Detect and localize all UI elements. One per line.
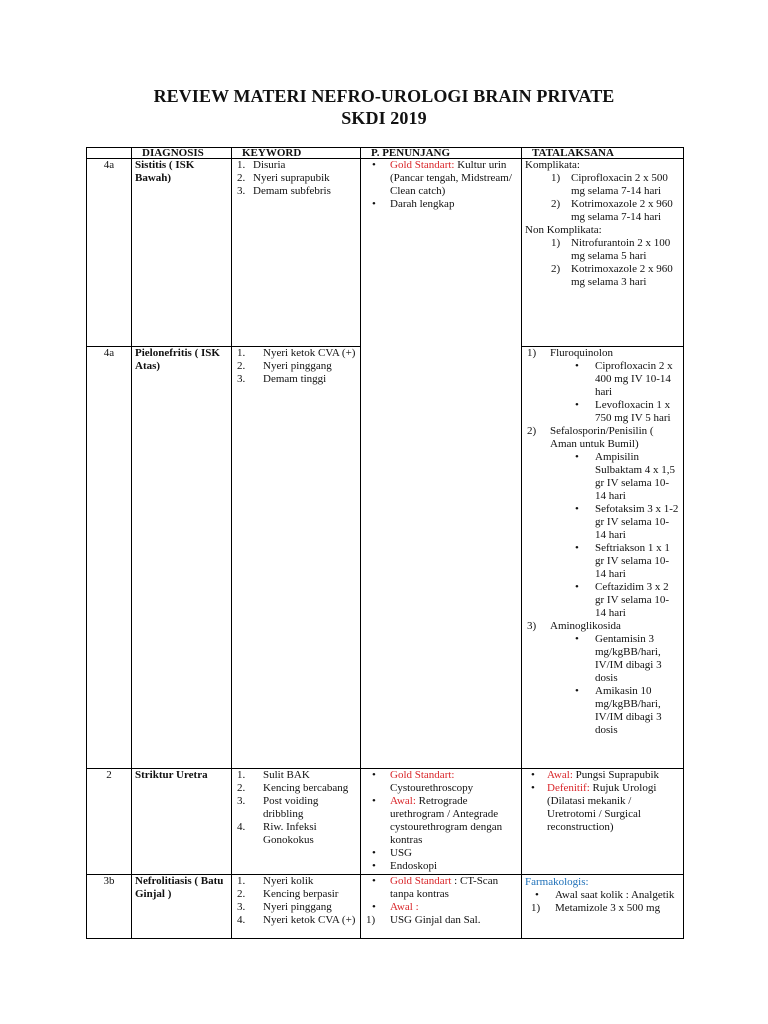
list-item: • Seftriakson 1 x 1 gr IV selama 10-14 hari <box>525 542 680 581</box>
list-item: 2. Nyeri suprapubik <box>237 172 330 184</box>
list-item: 2) Kotrimoxazole 2 x 960 mg selama 7-14 hari <box>551 198 673 223</box>
list-item: 1) Nitrofurantoin 2 x 100 mg selama 5 hari <box>551 237 671 262</box>
list-item: • Gentamisin 3 mg/kgBB/hari, IV/IM dibagi 3 dosis <box>525 633 680 685</box>
list-item: • Awal : <box>364 901 518 914</box>
review-table <box>86 147 684 939</box>
section-label: Komplikata: <box>525 159 580 171</box>
section-label: Farmakologis: <box>525 876 589 888</box>
list-item: 1. Nyeri ketok CVA (+) <box>237 347 356 359</box>
list-item: 3. Post voiding dribbling <box>237 795 319 820</box>
list-item: 2. Kencing berpasir <box>237 888 339 900</box>
level-cell: 4a <box>87 159 132 347</box>
list-item: 3. Nyeri pinggang <box>237 901 332 913</box>
tatalaksana-cell <box>522 347 684 769</box>
diagnosis-cell: Pielonefritis ( ISK Atas) <box>132 347 232 769</box>
table-header-row <box>87 148 684 159</box>
list-item: 3. Demam subfebris <box>237 185 331 197</box>
penunjang-cell <box>361 159 522 769</box>
level-cell: 2 <box>87 769 132 875</box>
list-item: • Awal: Retrograde urethrogram / Antegrade cystourethrogram dengan kontras <box>364 795 518 847</box>
list-item: 2. Kencing bercabang <box>237 782 349 794</box>
list-item: • Ampisilin Sulbaktam 4 x 1,5 gr IV selama 10-14 hari <box>525 451 680 503</box>
header-penunjang: P. PENUNJANG <box>361 148 522 159</box>
section-label: Non Komplikata: <box>525 224 602 236</box>
list-item: 3. Demam tinggi <box>237 373 327 385</box>
tatalaksana-cell <box>522 159 684 347</box>
list-item: • Levofloxacin 1 x 750 mg IV 5 hari <box>525 399 680 425</box>
list-item: 1. Disuria <box>237 159 286 171</box>
list-item: • Sefotaksim 3 x 1-2 gr IV selama 10-14 hari <box>525 503 680 542</box>
tatalaksana-cell <box>522 769 684 875</box>
table-row-sistitis <box>87 159 684 347</box>
list-item: • Endoskopi <box>364 860 518 873</box>
list-item: 1) Metamizole 3 x 500 mg <box>531 902 661 914</box>
list-item: 1) Fluroquinolon • Ciprofloxacin 2 x 400 mg IV 10-14 hari • Levofloxacin 1 x 750 mg IV 5 hari <box>525 347 680 425</box>
penunjang-cell <box>361 875 522 939</box>
list-item: 3) Aminoglikosida • Gentamisin 3 mg/kgBB/hari, IV/IM dibagi 3 dosis • Amikasin 10 mg/kgBB/hari, IV/IM dibagi 3 dosis <box>525 620 680 737</box>
list-item: • Awal saat kolik : Analgetik <box>525 889 680 902</box>
list-item: 1) Ciprofloxacin 2 x 500 mg selama 7-14 hari <box>551 172 668 197</box>
penunjang-cell <box>361 769 522 875</box>
level-cell: 4a <box>87 347 132 769</box>
list-item: • Amikasin 10 mg/kgBB/hari, IV/IM dibagi 3 dosis <box>525 685 680 737</box>
diagnosis-cell: Sistitis ( ISK Bawah) <box>132 159 232 347</box>
diagnosis-cell: Nefrolitiasis ( Batu Ginjal ) <box>132 875 232 939</box>
keyword-cell <box>232 769 361 875</box>
list-item: 1) USG Ginjal dan Sal. <box>366 914 481 926</box>
list-item: • Ceftazidim 3 x 2 gr IV selama 10-14 hari <box>525 581 680 620</box>
list-item: 1. Nyeri kolik <box>237 875 314 887</box>
table-row-nefrolitiasis <box>87 875 684 939</box>
keyword-cell <box>232 347 361 769</box>
level-cell: 3b <box>87 875 132 939</box>
list-item: • Gold Standart : CT-Scan tanpa kontras <box>364 875 518 901</box>
list-item: 4. Riw. Infeksi Gonokokus <box>237 821 317 846</box>
list-item: • Gold Standart: Cystourethroscopy <box>364 769 518 795</box>
list-item: • Darah lengkap <box>364 198 518 211</box>
header-tatalaksana: TATALAKSANA <box>522 148 684 159</box>
list-item: 2) Kotrimoxazole 2 x 960 mg selama 3 hari <box>551 263 673 288</box>
page-subtitle: SKDI 2019 <box>341 108 427 128</box>
list-item: • Awal: Pungsi Suprapubik <box>525 769 680 782</box>
list-item: • Gold Standart: Kultur urin (Pancar tengah, Midstream/ Clean catch) <box>364 159 518 198</box>
list-item: 2) Sefalosporin/Penisilin ( Aman untuk Bumil) • Ampisilin Sulbaktam 4 x 1,5 gr IV selama 10-14 hari • Sefotaksim 3 x 1-2 gr IV selama 10-14 hari • Seftriakson 1 x 1 gr IV selama 10-14 hari • Ceftazidim 3 x 2 gr IV selama 10-14 hari <box>525 425 680 620</box>
list-item: • Defenitif: Rujuk Urologi (Dilatasi mekanik / Uretrotomi / Surgical reconstruction) <box>525 782 680 834</box>
header-level <box>87 148 132 159</box>
list-item: 2. Nyeri pinggang <box>237 360 332 372</box>
header-diagnosis: DIAGNOSIS <box>132 148 232 159</box>
page-title: REVIEW MATERI NEFRO-UROLOGI BRAIN PRIVATE <box>153 86 615 106</box>
header-keyword: KEYWORD <box>232 148 361 159</box>
diagnosis-cell: Striktur Uretra <box>132 769 232 875</box>
tatalaksana-cell <box>522 875 684 939</box>
list-item: • Ciprofloxacin 2 x 400 mg IV 10-14 hari <box>525 360 680 399</box>
table-row-striktur <box>87 769 684 875</box>
list-item: • USG <box>364 847 518 860</box>
keyword-cell <box>232 875 361 939</box>
keyword-cell <box>232 159 361 347</box>
list-item: 1. Sulit BAK <box>237 769 310 781</box>
list-item: 4. Nyeri ketok CVA (+) <box>237 914 356 926</box>
